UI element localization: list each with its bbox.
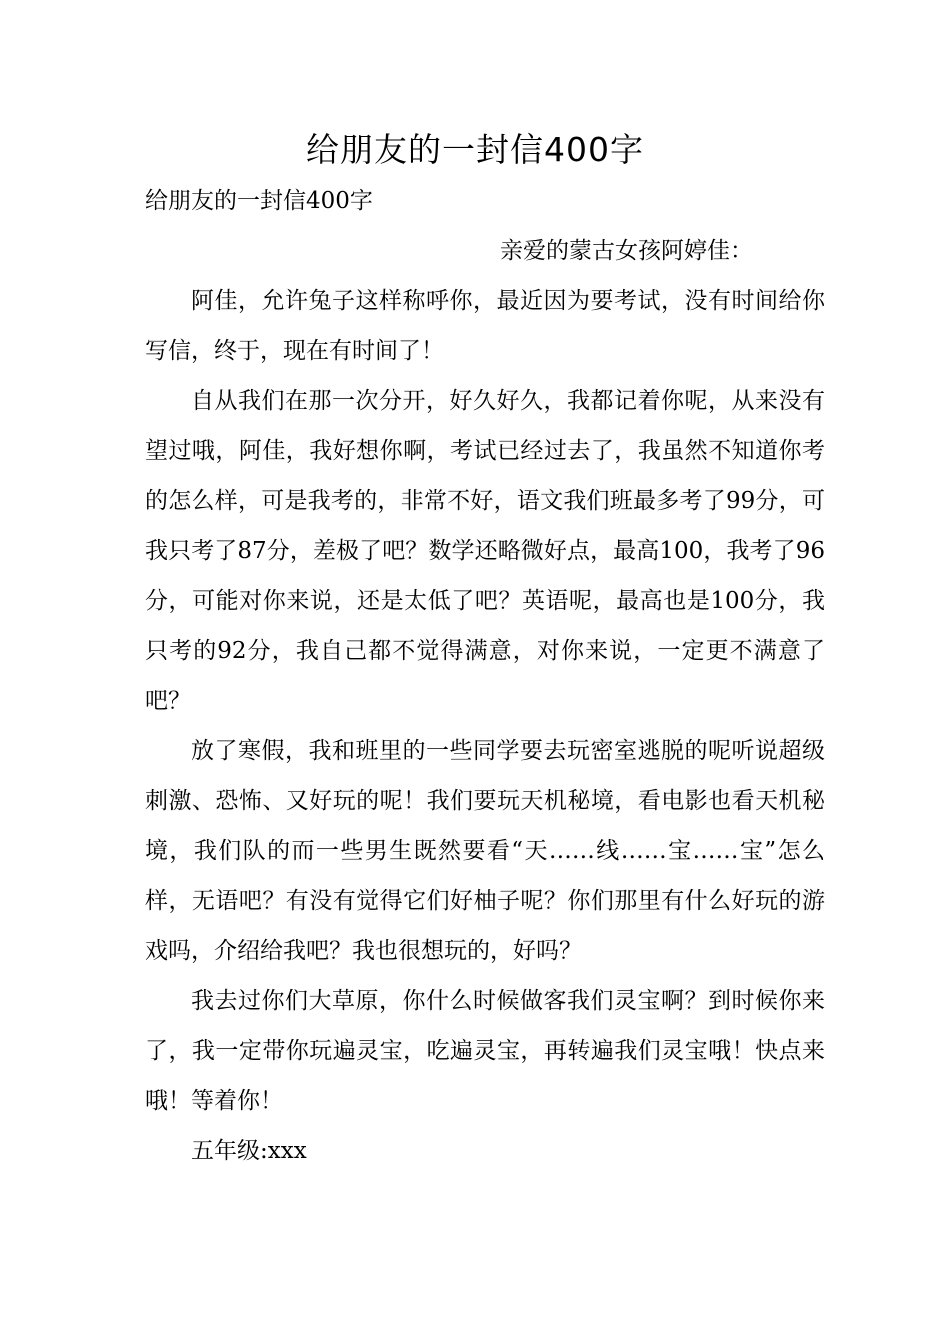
letter-paragraph-2: 自从我们在那一次分开，好久好久，我都记着你呢，从来没有望过哦，阿佳，我好想你啊，考试已经过去了，我虽然不知道你考的怎么样，可是我考的，非常不好，语文我们班最多考了99分，可我只考了87分，差极了吧？数学还略微好点，最高100，我考了96分，可能对你来说，还是太低了吧？英语呢，最高也是100分，我只考的92分，我自己都不觉得满意，对你来说，一定更不满意了吧？ [145, 388, 825, 714]
letter-paragraph-4: 我去过你们大草原，你什么时候做客我们灵宝啊？到时候你来了，我一定带你玩遍灵宝，吃遍灵宝，再转遍我们灵宝哦！快点来哦！等着你！ [145, 988, 825, 1114]
document-title: 给朋友的一封信400字 [306, 130, 644, 169]
letter-signature: 五年级:xxx [191, 1138, 307, 1164]
letter-paragraph-1: 阿佳，允许兔子这样称呼你，最近因为要考试，没有时间给你写信，终于，现在有时间了！ [145, 288, 825, 364]
letter-salutation: 亲爱的蒙古女孩阿婷佳： [500, 238, 753, 264]
letter-paragraph-3: 放了寒假，我和班里的一些同学要去玩密室逃脱的呢听说超级刺激、恐怖、又好玩的呢！我们要玩天机秘境，看电影也看天机秘境，我们队的而一些男生既然要看“天……线……宝……宝”怎么样，无语吧？有没有觉得它们好柚子呢？你们那里有什么好玩的游戏吗，介绍给我吧？我也很想玩的，好吗？ [145, 738, 825, 964]
letter-body [145, 276, 825, 1176]
document-subtitle: 给朋友的一封信400字 [145, 188, 373, 214]
